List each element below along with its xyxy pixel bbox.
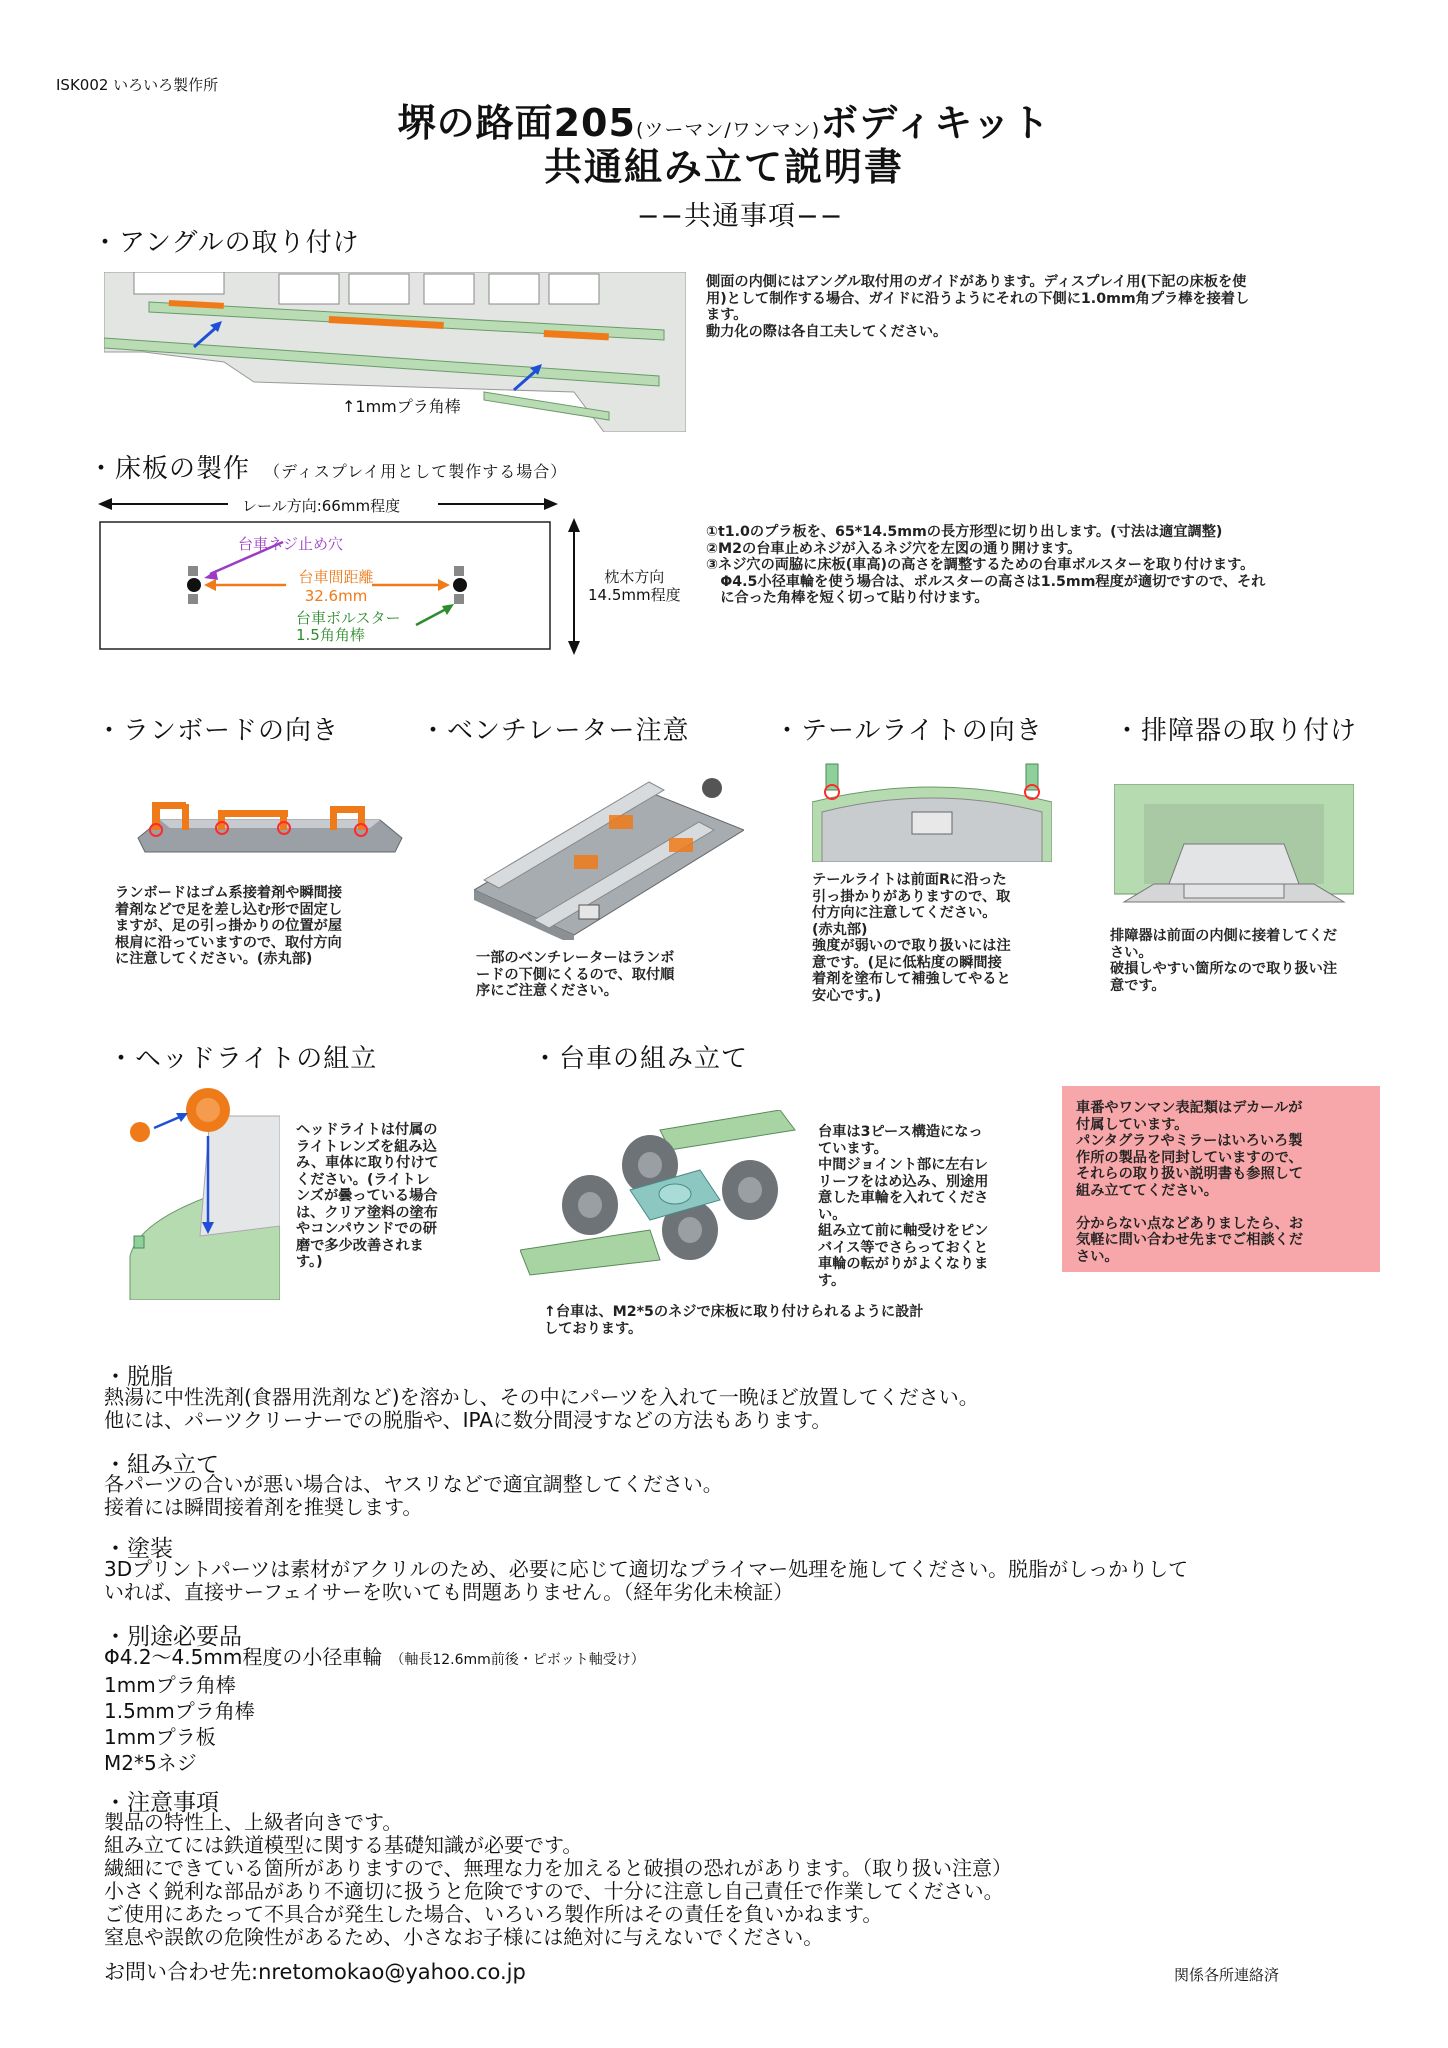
degrease-text: 熱湯に中性洗剤(食器用洗剤など)を溶かし、その中にパーツを入れて一晩ほど放置してください。 他には、パーツクリーナーでの脱脂や、IPAに数分間浸すなどの方法もあります。 [104,1385,979,1432]
bolster-label: 台車ボルスター 1.5角角棒 [296,609,401,644]
caution-text: 製品の特性上、上級者向きです。 組み立てには鉄道模型に関する基礎知識が必要です。 繊細にできている箇所がありますので、無理な力を加えると破損の恐れがあります。（取り扱い注意） 小さく鋭利な部品があり不適切に扱うと危険ですので、十分に注意し自己責任で作業してください。 ご使用にあたって不具合が発生した場合、いろいろ製作所はその責任を負いかねます。 窒息や誤飲の危険性があるため、小さなお子様には絶対に与えないでください。 [104,1810,1012,1949]
headlight-image [120,1076,280,1300]
assembly-heading: ・組み立て [104,1452,219,1478]
required-item: Φ4.2〜4.5mm程度の小径車輪 （軸長12.6mm前後・ピボット軸受け） [104,1645,645,1669]
paint-heading: ・塗装 [104,1536,173,1562]
headlight-text: ヘッドライトは付属の ライトレンズを組み込 み、車体に取り付けて ください。(ライトレ ンズが曇っている場合 は、クリア塗料の塗布 やコンパウンドでの研 磨で多少改善されま す。) [296,1122,439,1270]
page-subtitle: 共通組み立て説明書 [543,145,904,189]
truck-caption: ↑台車は、M2*5のネジで床板に取り付けられるように設計 しております。 [544,1304,924,1337]
angle-heading: ・アングルの取り付け [92,228,360,258]
notice-text: 車番やワンマン表記類はデカールが 付属しています。 パンタグラフやミラーはいろいろ製 作所の製品を同封していますので、 それらの取り扱い説明書も参照して 組み立ててください。 分からない点などありましたら、お 気軽に問い合わせ先までご相談くだ さい。 [1076,1100,1304,1265]
required-list [104,1646,645,1776]
title-sub: (ツーマン/ワンマン) [635,119,821,141]
truck-heading: ・台車の組み立て [532,1044,749,1074]
required-item: M2*5ネジ [104,1751,197,1775]
angle-text: 側面の内側にはアングル取付用のガイドがあります。ディスプレイ用(下記の床板を使 用)として制作する場合、ガイドに沿うようにそれの下側に1.0mm角プラ棒を接着し ます。 動力化の際は各自工夫してください。 [706,274,1250,340]
truck-text: 台車は3ピース構造になっ ています。 中間ジョイント部に左右レ リーフをはめ込み、別途用 意した車輪を入れてくださ い。 組み立て前に軸受けをピン バイス等でさらっておくと 車輪の転がりがよくなりま す。 [818,1124,989,1289]
tail-heading: ・テールライトの向き [774,716,1043,746]
runboard-image [130,790,410,860]
skirt-text: 排障器は前面の内側に接着してくだ さい。 破損しやすい箇所なので取り扱い注 意です。 [1110,928,1338,994]
contact-info: お問い合わせ先:nretomokao@yahoo.co.jp [104,1960,526,1984]
vent-image [474,770,744,940]
required-item: 1mmプラ角棒 [104,1673,236,1697]
runboard-heading: ・ランボードの向き [96,716,340,746]
taillight-image [812,762,1052,862]
required-item: 1mmプラ板 [104,1725,216,1749]
angle-caption: ↑1mmプラ角棒 [342,397,461,416]
assembly-text: 各パーツの合いが悪い場合は、ヤスリなどで適宜調整してください。 接着には瞬間接着剤を推奨します。 [104,1472,723,1519]
distance-label: 台車間距離 32.6mm [298,568,374,605]
vent-text: 一部のベンチレーターはランボ ードの下側にくるので、取付順 序にご注意ください。 [476,950,675,999]
common-items-title: −−共通事項−− [636,201,844,232]
floor-heading: ・床板の製作 （ディスプレイ用として製作する場合） [88,454,568,484]
screw-label: 台車ネジ止め穴 [238,535,344,553]
caution-heading: ・注意事項 [104,1790,219,1816]
skirt-heading: ・排障器の取り付け [1114,716,1358,746]
footer-note: 関係各所連絡済 [1174,1966,1280,1984]
title-end: ボディキット [820,101,1051,145]
sleeper-label: 枕木方向 14.5mm程度 [588,568,681,604]
vent-heading: ・ベンチレーター注意 [420,716,690,746]
rail-label: レール方向:66mm程度 [238,495,404,516]
required-heading: ・別途必要品 [104,1624,242,1650]
headlight-heading: ・ヘッドライトの組立 [108,1044,378,1074]
truck-image [520,1110,800,1290]
skirt-image [1114,784,1354,914]
floor-steps: ①t1.0のプラ板を、65*14.5mmの長方形型に切り出します。(寸法は適宜調整) ②M2の台車止めネジが入るネジ穴を左図の通り開けます。 ③ネジ穴の両脇に床板(車高)の高さを調整するための台車ボルスターを取り付けます。 Φ4.5小径車輪を使う場合は、ボルスターの高さは1.5mm程度が適切ですので、それ に合った角棒を短く切って貼り付けます。 [706,524,1266,606]
runboard-text: ランボードはゴム系接着剤や瞬間接 着剤などで足を差し込む形で固定し ますが、足の引っ掛かりの位置が屋 根肩に沿っていますので、取付方向 に注意してください。(赤丸部) [115,885,343,967]
title-main: 堺の路面205 [397,101,636,145]
required-item: 1.5mmプラ角棒 [104,1699,255,1723]
paint-text: 3Dプリントパーツは素材がアクリルのため、必要に応じて適切なプライマー処理を施してください。脱脂がしっかりして いれば、直接サーフェイサーを吹いても問題ありません。（経年劣化未検証） [104,1557,1189,1604]
tail-text: テールライトは前面Rに沿った 引っ掛かりがありますので、取 付方向に注意してください。 (赤丸部) 強度が弱いので取り扱いには注 意です。(足に低粘度の瞬間接 着剤を塗布して補強してやると 安心です。) [812,872,1011,1004]
degrease-heading: ・脱脂 [104,1364,173,1390]
notice-box [1062,1086,1380,1272]
document-id: ISK002 いろいろ製作所 [56,76,219,94]
